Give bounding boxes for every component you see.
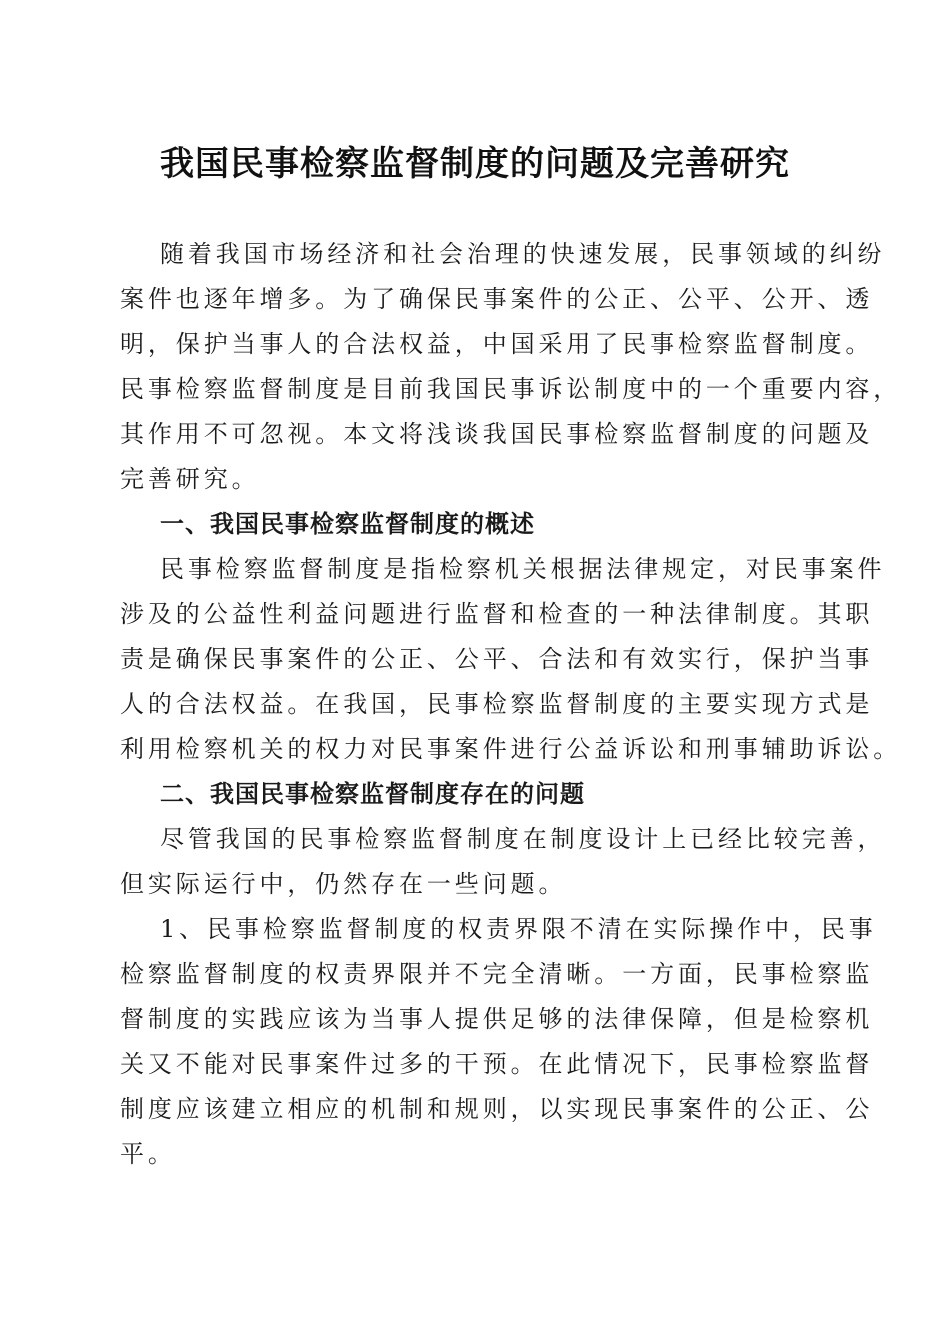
paragraph-line: 民事检察监督制度是目前我国民事诉讼制度中的一个重要内容， xyxy=(120,375,902,403)
document-body xyxy=(120,232,902,1177)
section-heading: 二、我国民事检察监督制度存在的问题 xyxy=(160,780,585,808)
paragraph-line: 1、民事检察监督制度的权责界限不清在实际操作中，民事 xyxy=(160,915,877,943)
document-title: 我国民事检察监督制度的问题及完善研究 xyxy=(160,144,790,184)
section-heading: 一、我国民事检察监督制度的概述 xyxy=(160,510,535,538)
paragraph-line: 完善研究。 xyxy=(120,465,260,493)
paragraph-line: 民事检察监督制度是指检察机关根据法律规定，对民事案件 xyxy=(160,555,886,583)
paragraph-line: 其作用不可忽视。本文将浅谈我国民事检察监督制度的问题及 xyxy=(120,420,874,448)
paragraph-line: 平。 xyxy=(120,1140,176,1168)
paragraph-line: 检察监督制度的权责界限并不完全清晰。一方面，民事检察监 xyxy=(120,960,874,988)
paragraph-line: 关又不能对民事案件过多的干预。在此情况下，民事检察监督 xyxy=(120,1050,874,1078)
paragraph-line: 制度应该建立相应的机制和规则，以实现民事案件的公正、公 xyxy=(120,1095,874,1123)
paragraph-line: 明，保护当事人的合法权益，中国采用了民事检察监督制度。 xyxy=(120,330,874,358)
paragraph-line: 随着我国市场经济和社会治理的快速发展，民事领域的纠纷 xyxy=(160,240,886,268)
paragraph-line: 责是确保民事案件的公正、公平、合法和有效实行，保护当事 xyxy=(120,645,874,673)
paragraph-line: 案件也逐年增多。为了确保民事案件的公正、公平、公开、透 xyxy=(120,285,874,313)
paragraph-line: 涉及的公益性利益问题进行监督和检查的一种法律制度。其职 xyxy=(120,600,874,628)
paragraph-line: 督制度的实践应该为当事人提供足够的法律保障，但是检察机 xyxy=(120,1005,874,1033)
paragraph-line: 尽管我国的民事检察监督制度在制度设计上已经比较完善， xyxy=(160,825,886,853)
paragraph-line: 利用检察机关的权力对民事案件进行公益诉讼和刑事辅助诉讼。 xyxy=(120,735,902,763)
paragraph-line: 但实际运行中，仍然存在一些问题。 xyxy=(120,870,567,898)
paragraph-line: 人的合法权益。在我国，民事检察监督制度的主要实现方式是 xyxy=(120,690,874,718)
